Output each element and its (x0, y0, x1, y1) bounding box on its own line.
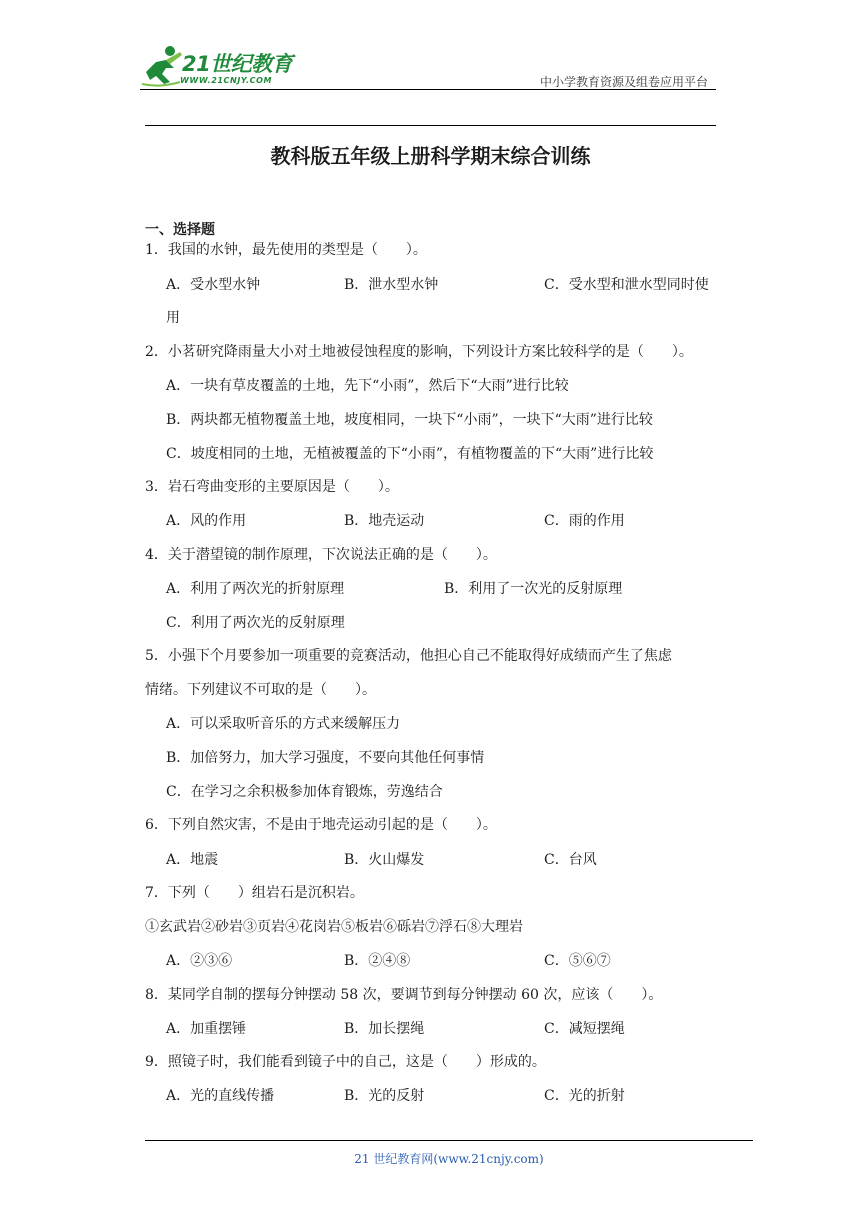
text-line: C．减短摆绳 (544, 1021, 625, 1037)
logo-text: 21世纪教育 (182, 52, 293, 76)
text-line: A．受水型水钟 (166, 277, 261, 293)
text-line: 9．照镜子时，我们能看到镜子中的自己，这是（ ）形成的。 (145, 1054, 546, 1070)
text-line: A．加重摆锤 (166, 1021, 247, 1037)
footer-text: 21 世纪教育网(www.21cnjy.com) (354, 1152, 544, 1166)
text-line: C．坡度相同的土地，无植被覆盖的下“小雨”，有植物覆盖的下“大雨”进行比较 (166, 446, 654, 462)
text-line: B．两块都无植物覆盖土地，坡度相同，一块下“小雨”，一块下“大雨”进行比较 (166, 412, 653, 428)
text-line: B．光的反射 (344, 1088, 425, 1104)
text-line: 情绪。下列建议不可取的是（ ）。 (145, 682, 376, 698)
text-line: A．地震 (166, 852, 219, 868)
text-line: 3．岩石弯曲变形的主要原因是（ ）。 (145, 479, 399, 495)
text-line: C．雨的作用 (544, 513, 625, 529)
text-line: 8．某同学自制的摆每分钟摆动 58 次，要调节到每分钟摆动 60 次，应该（ ）。 (145, 987, 663, 1003)
text-line: A．利用了两次光的折射原理 (166, 581, 345, 597)
text-line: ①玄武岩②砂岩③页岩④花岗岩⑤板岩⑥砾岩⑦浮石⑧大理岩 (145, 919, 523, 935)
text-line: B．②④⑧ (344, 953, 411, 969)
header-divider (140, 89, 716, 90)
text-line: A．可以采取听音乐的方式来缓解压力 (166, 716, 401, 732)
text-line: 4．关于潜望镜的制作原理，下次说法正确的是（ ）。 (145, 547, 497, 563)
text-line: 7．下列（ ）组岩石是沉积岩。 (145, 885, 364, 901)
text-line: B．地壳运动 (344, 513, 425, 529)
title-rule (145, 125, 716, 126)
text-line: 2．小茗研究降雨量大小对土地被侵蚀程度的影响，下列设计方案比较科学的是（ ）。 (145, 344, 693, 360)
text-line: 5．小强下个月要参加一项重要的竞赛活动，他担心自己不能取得好成绩而产生了焦虑 (145, 648, 672, 664)
page-header (140, 40, 716, 92)
text-line: B．火山爆发 (344, 852, 425, 868)
platform-name: 中小学教育资源及组卷应用平台 (539, 75, 708, 89)
text-line: 1．我国的水钟，最先使用的类型是（ ）。 (145, 242, 427, 258)
text-line: 用 (166, 310, 180, 326)
text-line: A．风的作用 (166, 513, 247, 529)
text-line: A．一块有草皮覆盖的土地，先下“小雨”，然后下“大雨”进行比较 (166, 378, 569, 394)
text-line: B．利用了一次光的反射原理 (444, 581, 623, 597)
text-line: C．利用了两次光的反射原理 (166, 615, 345, 631)
document-title: 教科版五年级上册科学期末综合训练 (270, 144, 591, 168)
runner-icon (140, 42, 184, 88)
text-line: C．受水型和泄水型同时使 (544, 277, 709, 293)
text-line: C．⑤⑥⑦ (544, 953, 611, 969)
logo-url: WWW.21CNJY.COM (180, 76, 273, 85)
text-line: A．②③⑥ (166, 953, 233, 969)
text-line: C．台风 (544, 852, 597, 868)
footer-divider (145, 1140, 753, 1141)
text-line: A．光的直线传播 (166, 1088, 275, 1104)
text-line: B．泄水型水钟 (344, 277, 439, 293)
logo (140, 42, 310, 90)
text-line: B．加长摆绳 (344, 1021, 425, 1037)
text-line: C．光的折射 (544, 1088, 625, 1104)
text-line: B．加倍努力，加大学习强度，不要向其他任何事情 (166, 750, 485, 766)
section-heading: 一、选择题 (145, 222, 215, 238)
text-line: C．在学习之余积极参加体育锻炼，劳逸结合 (166, 784, 443, 800)
text-line: 6．下列自然灾害，不是由于地壳运动引起的是（ ）。 (145, 817, 497, 833)
